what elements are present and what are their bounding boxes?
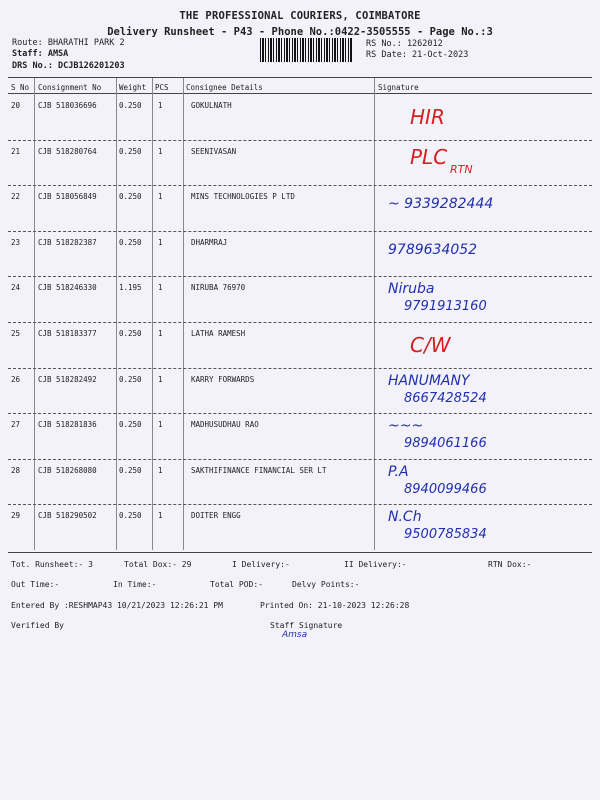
ii-delivery: II Delivery:-: [344, 560, 407, 569]
col-header-consignment: Consignment No: [38, 83, 102, 92]
row-cno: CJB 518183377: [38, 329, 97, 338]
row-signature: N.Ch: [388, 509, 422, 526]
row-cno: CJB 518290502: [38, 511, 97, 521]
row-sno: 23: [11, 237, 21, 247]
row-pcs: 1: [158, 329, 163, 338]
row-consignee: DOITER ENGG: [191, 511, 241, 521]
printed-on: Printed On: 21-10-2023 12:26:28: [260, 601, 410, 610]
row-separator: [8, 504, 592, 505]
row-sno: 21: [11, 146, 21, 156]
row-separator: [8, 276, 592, 277]
column-divider: [152, 78, 153, 550]
table-header-rule: [8, 93, 592, 94]
row-signature: 9789634052: [388, 241, 478, 258]
col-header-pcs: PCS: [155, 83, 169, 92]
row-cno: CJB 518268080: [38, 465, 97, 475]
row-sno: 26: [11, 374, 21, 384]
row-signature: P.A: [388, 463, 409, 480]
rs-number: RS No.: 1262012: [366, 39, 443, 49]
row-separator: [8, 322, 592, 323]
row-signature: ~~~: [388, 418, 424, 435]
route-label: Route: BHARATHI PARK 2: [12, 38, 125, 48]
row-consignee: SAKTHIFINANCE FINANCIAL SER LT: [191, 465, 327, 475]
row-pcs: 1: [158, 374, 163, 384]
row-signature: HANUMANY: [388, 372, 470, 389]
in-time: In Time:-: [113, 580, 157, 589]
column-divider: [34, 78, 35, 550]
row-weight: 0.250: [119, 146, 142, 156]
runsheet-subtitle: Delivery Runsheet - P43 - Phone No.:0422-3505555 - Page No.:3: [107, 26, 493, 38]
row-signature: HIR: [410, 105, 445, 129]
total-dox: Total Dox:- 29: [124, 560, 192, 569]
row-cno: CJB 518280764: [38, 146, 97, 156]
row-weight: 0.250: [119, 192, 142, 202]
row-sno: 25: [11, 329, 21, 338]
row-separator: [8, 413, 592, 414]
row-signature-phone: 9791913160: [404, 299, 487, 315]
staff-signature-label: Staff Signature: [270, 621, 343, 630]
out-time: Out Time:-: [11, 580, 60, 589]
row-cno: CJB 518282492: [38, 374, 97, 384]
row-sno: 22: [11, 192, 21, 202]
row-cno: CJB 518246330: [38, 283, 97, 293]
entered-by: Entered By :RESHMAP43 10/21/2023 12:26:21 PM: [11, 601, 223, 610]
column-divider: [374, 78, 375, 550]
row-consignee: LATHA RAMESH: [191, 329, 246, 338]
row-weight: 1.195: [119, 283, 142, 293]
row-pcs: 1: [158, 237, 163, 247]
row-consignee: SEENIVASAN: [191, 146, 237, 156]
staff-signature-mark: Amsa: [282, 630, 308, 640]
row-separator: [8, 368, 592, 369]
tot-runsheet: Tot. Runsheet:- 3: [11, 560, 93, 569]
row-cno: CJB 518281836: [38, 420, 97, 430]
rtn-dox: RTN Dox:-: [488, 560, 532, 569]
row-pcs: 1: [158, 192, 163, 202]
table-top-rule: [8, 77, 592, 78]
row-signature: ~ 9339282444: [388, 196, 494, 213]
col-header-signature: Signature: [378, 83, 419, 92]
row-pcs: 1: [158, 465, 163, 475]
row-weight: 0.250: [119, 374, 142, 384]
row-signature-phone: 8667428524: [404, 390, 487, 406]
row-pcs: 1: [158, 101, 163, 110]
row-cno: CJB 518036696: [38, 101, 97, 110]
row-consignee: DHARMRAJ: [191, 237, 228, 247]
row-weight: 0.250: [119, 329, 142, 338]
row-pcs: 1: [158, 283, 163, 293]
row-signature: PLC: [410, 144, 448, 169]
row-signature-phone: 9500785834: [404, 527, 487, 543]
table-bottom-rule: [8, 552, 592, 553]
col-header-consignee: Consignee Details: [186, 83, 263, 92]
col-header-sno: S No: [11, 83, 30, 92]
row-consignee: NIRUBA 76970: [191, 283, 246, 293]
row-sno: 28: [11, 465, 21, 475]
row-pcs: 1: [158, 511, 163, 521]
row-separator: [8, 140, 592, 141]
column-divider: [183, 78, 184, 550]
row-consignee: MADHUSUDHAU RAO: [191, 420, 259, 430]
total-pod: Total POD:-: [210, 580, 263, 589]
row-consignee: KARRY FORWARDS: [191, 374, 255, 384]
row-weight: 0.250: [119, 465, 142, 475]
row-sno: 27: [11, 420, 21, 430]
row-cno: CJB 518056849: [38, 192, 97, 202]
delvy-points: Delvy Points:-: [292, 580, 360, 589]
row-signature-phone: RTN: [450, 162, 473, 176]
row-separator: [8, 231, 592, 232]
row-signature: Niruba: [388, 281, 435, 298]
row-weight: 0.250: [119, 420, 142, 430]
row-pcs: 1: [158, 146, 163, 156]
company-title: THE PROFESSIONAL COURIERS, COIMBATORE: [179, 10, 421, 22]
col-header-weight: Weight: [119, 83, 147, 92]
row-sno: 24: [11, 283, 21, 293]
i-delivery: I Delivery:-: [232, 560, 290, 569]
column-divider: [116, 78, 117, 550]
staff-label: Staff: AMSA: [12, 49, 69, 59]
row-consignee: GOKULNATH: [191, 101, 232, 110]
row-signature-phone: 9894061166: [404, 436, 487, 452]
verified-by: Verified By: [11, 621, 64, 630]
rs-date: RS Date: 21-Oct-2023: [366, 50, 469, 60]
row-consignee: MINS TECHNOLOGIES P LTD: [191, 192, 295, 202]
row-signature-phone: 8940099466: [404, 481, 487, 497]
barcode-image: [260, 38, 352, 62]
row-weight: 0.250: [119, 511, 142, 521]
row-separator: [8, 185, 592, 186]
row-pcs: 1: [158, 420, 163, 430]
row-cno: CJB 518282387: [38, 237, 97, 247]
row-weight: 0.250: [119, 101, 142, 110]
drs-label: DRS No.: DCJB126201203: [12, 61, 125, 71]
row-sno: 29: [11, 511, 21, 521]
row-separator: [8, 459, 592, 460]
row-weight: 0.250: [119, 237, 142, 247]
row-sno: 20: [11, 101, 21, 110]
row-signature: C/W: [410, 333, 451, 357]
